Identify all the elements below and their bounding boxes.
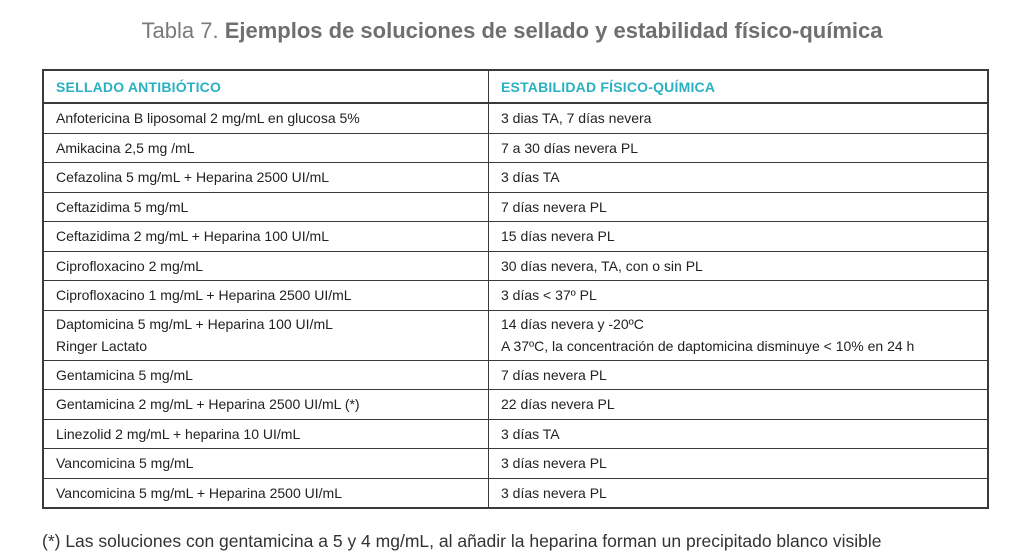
table-header-row — [43, 70, 988, 103]
cell-estabilidad — [489, 133, 989, 163]
cell-estabilidad — [489, 449, 989, 479]
table-row — [43, 251, 988, 281]
cell-line: 14 días nevera y -20ºC — [501, 316, 644, 332]
table-row — [43, 163, 988, 193]
cell-line: Amikacina 2,5 mg /mL — [56, 139, 195, 156]
cell-sellado — [43, 192, 489, 222]
cell-estabilidad — [489, 390, 989, 420]
stability-table — [42, 69, 989, 509]
cell-sellado — [43, 419, 489, 449]
cell-line: Gentamicina 2 mg/mL + Heparina 2500 UI/mL (*) — [56, 396, 360, 413]
cell-estabilidad — [489, 251, 989, 281]
cell-line: A 37ºC, la concentración de daptomicina disminuye < 10% en 24 h — [501, 338, 915, 354]
table-row — [43, 449, 988, 479]
cell-estabilidad — [489, 103, 989, 133]
cell-line: Ringer Lactato — [56, 338, 148, 354]
cell-line: 15 días nevera PL — [501, 228, 615, 245]
cell-sellado — [43, 222, 489, 252]
cell-estabilidad — [489, 281, 989, 311]
cell-sellado — [43, 390, 489, 420]
cell-line: Vancomicina 5 mg/mL + Heparina 2500 UI/mL — [56, 484, 342, 501]
table-title — [0, 16, 1024, 46]
table-row — [43, 419, 988, 449]
title-main: Ejemplos de soluciones de sellado y estabilidad físico-química — [224, 18, 883, 43]
cell-estabilidad — [489, 360, 989, 390]
table-row — [43, 360, 988, 390]
cell-line: Ceftazidima 5 mg/mL — [56, 198, 189, 215]
cell-sellado — [43, 103, 489, 133]
cell-line: 3 días < 37º PL — [501, 287, 597, 304]
cell-line: 22 días nevera PL — [501, 396, 615, 413]
cell-estabilidad — [489, 478, 989, 508]
cell-line: Anfotericina B liposomal 2 mg/mL en glucosa 5% — [56, 110, 360, 127]
table-row — [43, 133, 988, 163]
cell-sellado — [43, 281, 489, 311]
cell-sellado — [43, 163, 489, 193]
header-sellado: SELLADO ANTIBIÓTICO — [43, 70, 489, 103]
cell-line: Cefazolina 5 mg/mL + Heparina 2500 UI/mL — [56, 169, 330, 186]
cell-sellado — [43, 478, 489, 508]
cell-line: Ciprofloxacino 1 mg/mL + Heparina 2500 UI/mL — [56, 287, 352, 304]
cell-estabilidad — [489, 192, 989, 222]
table-row — [43, 281, 988, 311]
cell-estabilidad — [489, 419, 989, 449]
cell-sellado — [43, 133, 489, 163]
title-prefix: Tabla 7. — [141, 18, 219, 43]
cell-estabilidad — [489, 310, 989, 360]
footnote: (*) Las soluciones con gentamicina a 5 y 4 mg/mL, al añadir la heparina forman un precipitado blanco visible — [42, 531, 882, 551]
table-row — [43, 310, 988, 360]
cell-line: Ciprofloxacino 2 mg/mL — [56, 257, 204, 274]
cell-line: Linezolid 2 mg/mL + heparina 10 UI/mL — [56, 425, 301, 442]
cell-line: 30 días nevera, TA, con o sin PL — [501, 257, 703, 274]
cell-line: Gentamicina 5 mg/mL — [56, 366, 193, 383]
cell-estabilidad — [489, 222, 989, 252]
cell-line: Vancomicina 5 mg/mL — [56, 455, 194, 472]
header-estabilidad: ESTABILIDAD FÍSICO-QUÍMICA — [489, 70, 989, 103]
cell-line: 7 días nevera PL — [501, 198, 607, 215]
table-body — [43, 103, 988, 508]
cell-sellado — [43, 310, 489, 360]
cell-line: 3 días TA — [501, 425, 560, 442]
cell-line: 7 a 30 días nevera PL — [501, 139, 638, 156]
cell-line: 3 días nevera PL — [501, 455, 607, 472]
cell-line: 7 días nevera PL — [501, 366, 607, 383]
cell-line: 3 días TA — [501, 169, 560, 186]
cell-estabilidad — [489, 163, 989, 193]
table-row — [43, 103, 988, 133]
cell-line: 3 dias TA, 7 días nevera — [501, 110, 652, 127]
table-row — [43, 478, 988, 508]
cell-sellado — [43, 449, 489, 479]
table-row — [43, 192, 988, 222]
cell-sellado — [43, 251, 489, 281]
cell-sellado — [43, 360, 489, 390]
cell-line: Daptomicina 5 mg/mL + Heparina 100 UI/mL — [56, 316, 333, 332]
table-row — [43, 390, 988, 420]
table-row — [43, 222, 988, 252]
cell-line: 3 días nevera PL — [501, 484, 607, 501]
cell-line: Ceftazidima 2 mg/mL + Heparina 100 UI/mL — [56, 228, 329, 245]
